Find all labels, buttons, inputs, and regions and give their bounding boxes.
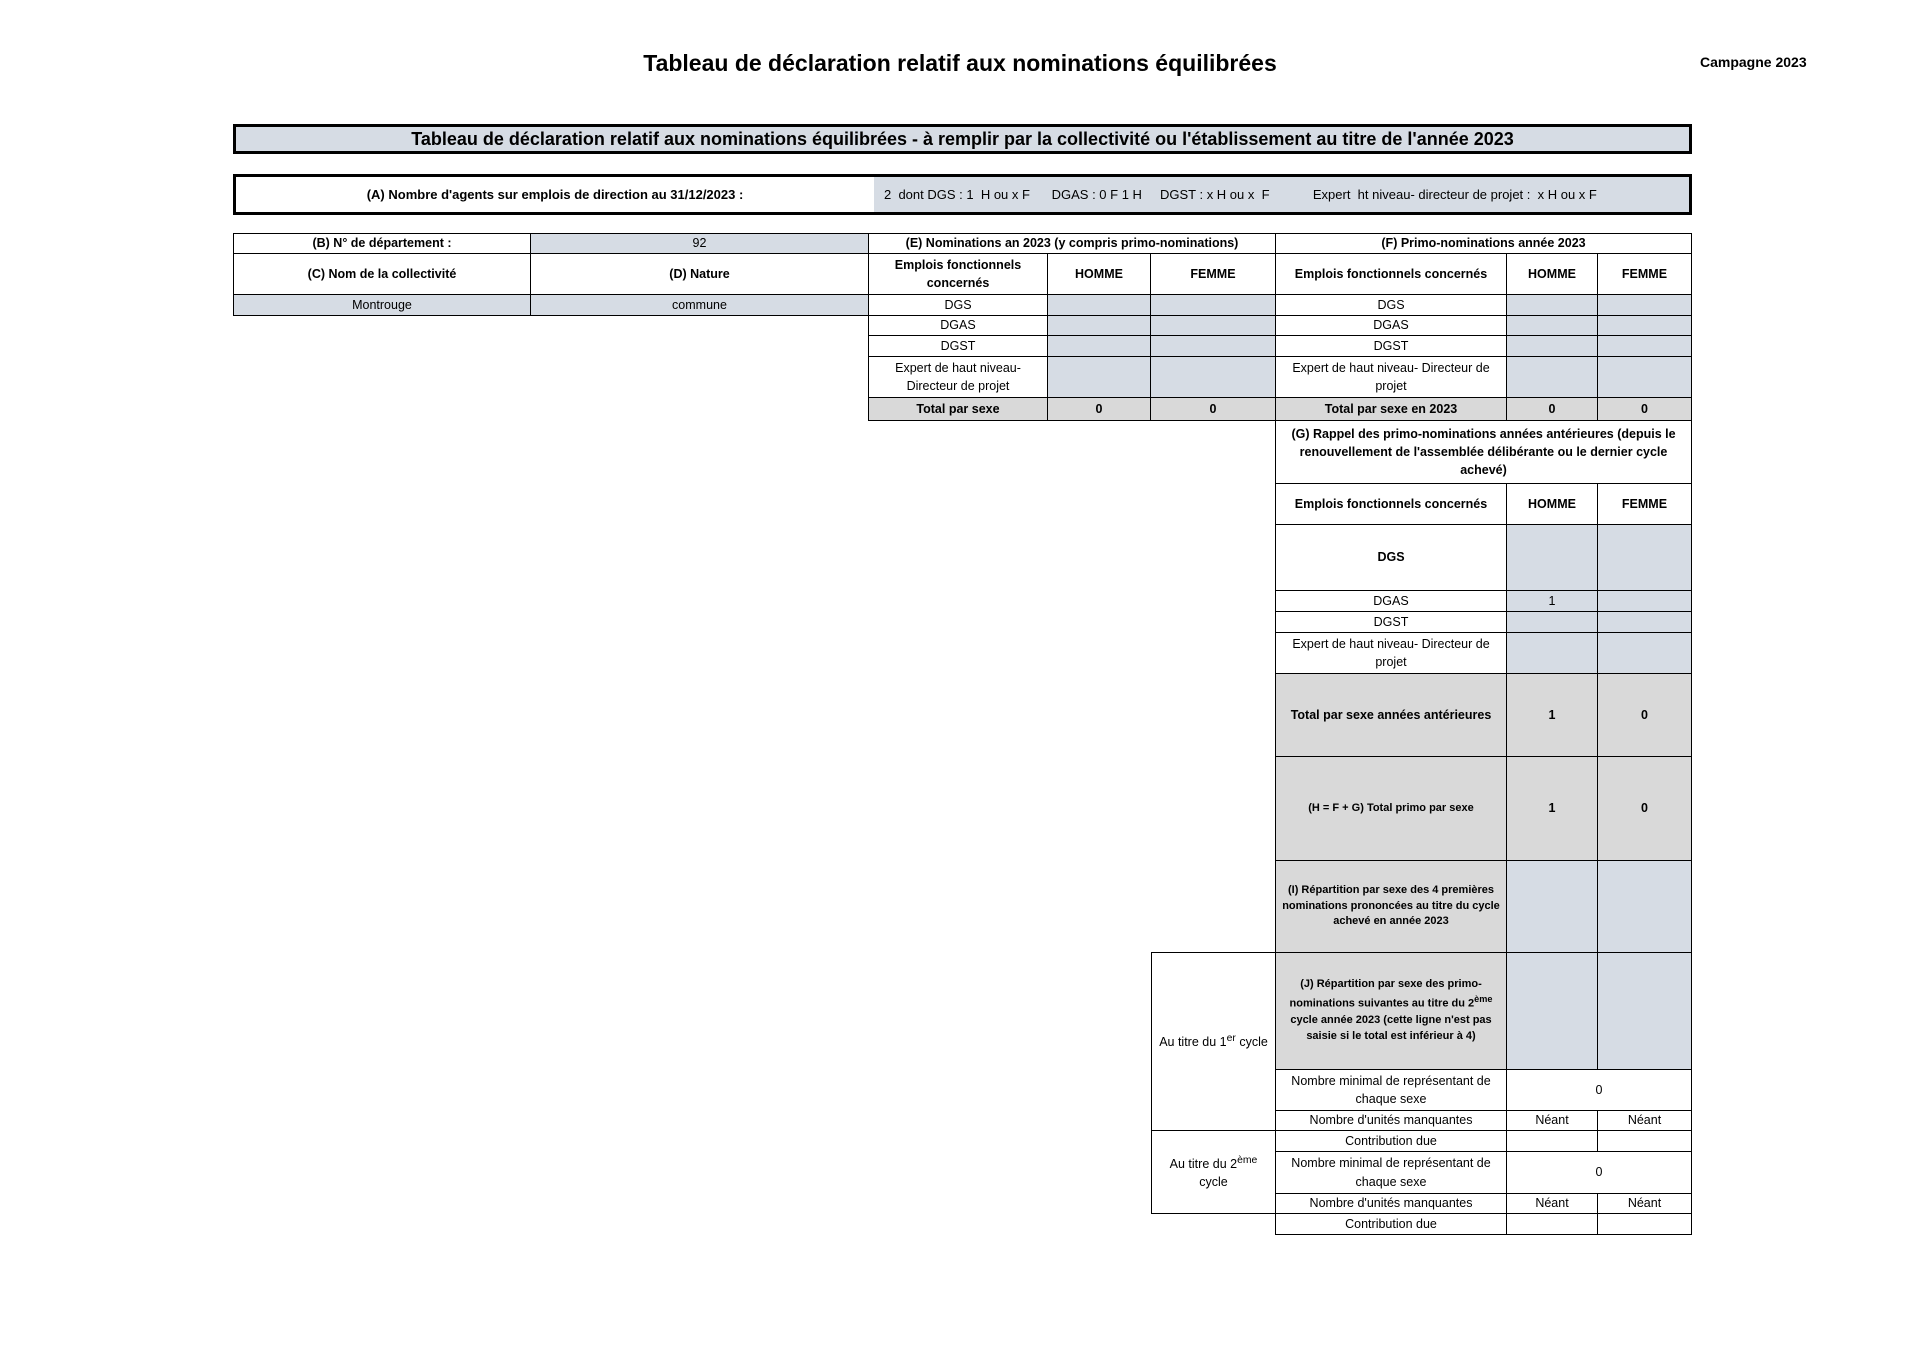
agents-count-box (233, 174, 1692, 215)
cycle-2-min-value: 0 (1506, 1151, 1692, 1194)
agents-count-label: (A) Nombre d'agents sur emplois de direction au 31/12/2023 : (366, 187, 744, 202)
section-f-row-label: DGST (1275, 335, 1507, 357)
section-e-row-label: Expert de haut niveau- Directeur de projet (868, 356, 1048, 398)
section-f-total-label: Total par sexe en 2023 (1275, 397, 1507, 421)
section-g-row-femme[interactable] (1597, 632, 1692, 674)
section-e-row-femme[interactable] (1150, 335, 1276, 357)
cycle-1-min-label: Nombre minimal de représentant de chaque sexe (1275, 1069, 1507, 1111)
section-g-row-homme[interactable] (1506, 524, 1598, 591)
section-f-total-femme: 0 (1597, 397, 1692, 421)
section-h-femme: 0 (1597, 756, 1692, 861)
section-f-row-femme[interactable] (1597, 294, 1692, 316)
cycle-1-missing-label: Nombre d'unités manquantes (1275, 1110, 1507, 1131)
section-e-row-femme[interactable] (1150, 356, 1276, 398)
section-e-row-femme[interactable] (1150, 294, 1276, 316)
section-g-row-femme[interactable] (1597, 611, 1692, 633)
section-f-row-label: Expert de haut niveau- Directeur de projet (1275, 356, 1507, 398)
section-e-row-homme[interactable] (1047, 315, 1151, 336)
section-g-total-homme: 1 (1506, 673, 1598, 757)
section-e-row-femme[interactable] (1150, 315, 1276, 336)
agents-count-value[interactable]: 2 dont DGS : 1 H ou x F DGAS : 0 F 1 H DGST : x H ou x F Expert ht niveau- directeur de projet : x H ou x F (874, 177, 1689, 212)
section-e-row-label: DGS (868, 294, 1048, 316)
cycle-1-contribution-label: Contribution due (1275, 1130, 1507, 1152)
section-i-femme[interactable] (1597, 860, 1692, 953)
section-g-row-homme[interactable]: 1 (1506, 590, 1598, 612)
section-e-row-homme[interactable] (1047, 294, 1151, 316)
page-title: Tableau de déclaration relatif aux nominations équilibrées (643, 50, 1277, 76)
nature-value[interactable]: commune (530, 294, 869, 316)
section-f-row-homme[interactable] (1506, 335, 1598, 357)
section-e-row-homme[interactable] (1047, 356, 1151, 398)
section-g-row-homme[interactable] (1506, 632, 1598, 674)
section-g-title: (G) Rappel des primo-nominations années antérieures (depuis le renouvellement de l'assemblée délibérante ou le dernier cycle achevé) (1275, 420, 1692, 484)
cycle-2-label: Au titre du 2ème cycle (1151, 1130, 1276, 1214)
cycle-1-label: Au titre du 1er cycle (1151, 952, 1276, 1131)
cycle-2-min-label: Nombre minimal de représentant de chaque sexe (1275, 1151, 1507, 1194)
cycle-1-missing-femme: Néant (1597, 1110, 1692, 1131)
section-f-row-label: DGAS (1275, 315, 1507, 336)
form-banner: Tableau de déclaration relatif aux nominations équilibrées - à remplir par la collectivité ou l'établissement au titre de l'année 2023 (233, 124, 1692, 154)
section-e-row-label: DGST (868, 335, 1048, 357)
section-e-total-femme: 0 (1150, 397, 1276, 421)
section-j-label: (J) Répartition par sexe des primo-nominations suivantes au titre du 2ème cycle année 2023 (cette ligne n'est pas saisie si le total est inférieur à 4) (1275, 952, 1507, 1070)
section-f-row-homme[interactable] (1506, 294, 1598, 316)
section-e-col-homme: HOMME (1047, 253, 1151, 295)
section-e-col-femme: FEMME (1150, 253, 1276, 295)
cycle-1-contribution-femme[interactable] (1597, 1130, 1692, 1152)
section-i-label: (I) Répartition par sexe des 4 premières nominations prononcées au titre du cycle achevé en année 2023 (1275, 860, 1507, 953)
section-j-femme[interactable] (1597, 952, 1692, 1070)
section-e-col-emplois: Emplois fonctionnels concernés (868, 253, 1048, 295)
section-f-title: (F) Primo-nominations année 2023 (1275, 233, 1692, 254)
collectivity-name-value[interactable]: Montrouge (233, 294, 531, 316)
section-f-col-homme: HOMME (1506, 253, 1598, 295)
section-f-row-homme[interactable] (1506, 356, 1598, 398)
section-g-row-label: DGST (1275, 611, 1507, 633)
section-f-col-femme: FEMME (1597, 253, 1692, 295)
cycle-2-missing-label: Nombre d'unités manquantes (1275, 1193, 1507, 1214)
section-j-homme[interactable] (1506, 952, 1598, 1070)
collectivity-name-label: (C) Nom de la collectivité (233, 253, 531, 295)
section-g-row-homme[interactable] (1506, 611, 1598, 633)
section-g-row-label: Expert de haut niveau- Directeur de projet (1275, 632, 1507, 674)
cycle-1-missing-homme: Néant (1506, 1110, 1598, 1131)
section-f-col-emplois: Emplois fonctionnels concernés (1275, 253, 1507, 295)
section-f-total-homme: 0 (1506, 397, 1598, 421)
section-f-row-femme[interactable] (1597, 315, 1692, 336)
campaign-label: Campagne 2023 (1700, 54, 1807, 70)
section-f-row-homme[interactable] (1506, 315, 1598, 336)
cycle-1-contribution-homme[interactable] (1506, 1130, 1598, 1152)
section-g-row-label: DGAS (1275, 590, 1507, 612)
section-g-row-femme[interactable] (1597, 524, 1692, 591)
section-g-row-label: DGS (1275, 524, 1507, 591)
section-g-total-label: Total par sexe années antérieures (1275, 673, 1507, 757)
section-e-total-homme: 0 (1047, 397, 1151, 421)
nature-label: (D) Nature (530, 253, 869, 295)
section-g-col-homme: HOMME (1506, 483, 1598, 525)
section-f-row-femme[interactable] (1597, 356, 1692, 398)
section-g-row-femme[interactable] (1597, 590, 1692, 612)
section-h-label: (H = F + G) Total primo par sexe (1275, 756, 1507, 861)
cycle-2-contribution-femme[interactable] (1597, 1213, 1692, 1235)
section-f-row-femme[interactable] (1597, 335, 1692, 357)
section-e-row-homme[interactable] (1047, 335, 1151, 357)
cycle-2-missing-femme: Néant (1597, 1193, 1692, 1214)
cycle-1-min-value: 0 (1506, 1069, 1692, 1111)
section-i-homme[interactable] (1506, 860, 1598, 953)
section-g-total-femme: 0 (1597, 673, 1692, 757)
cycle-2-contribution-label: Contribution due (1275, 1213, 1507, 1235)
section-e-row-label: DGAS (868, 315, 1048, 336)
section-e-title: (E) Nominations an 2023 (y compris primo-nominations) (868, 233, 1276, 254)
section-g-col-femme: FEMME (1597, 483, 1692, 525)
section-e-total-label: Total par sexe (868, 397, 1048, 421)
dept-value[interactable]: 92 (530, 233, 869, 254)
section-h-homme: 1 (1506, 756, 1598, 861)
cycle-2-contribution-homme[interactable] (1506, 1213, 1598, 1235)
section-g-col-emplois: Emplois fonctionnels concernés (1275, 483, 1507, 525)
cycle-2-missing-homme: Néant (1506, 1193, 1598, 1214)
dept-label: (B) N° de département : (233, 233, 531, 254)
section-f-row-label: DGS (1275, 294, 1507, 316)
